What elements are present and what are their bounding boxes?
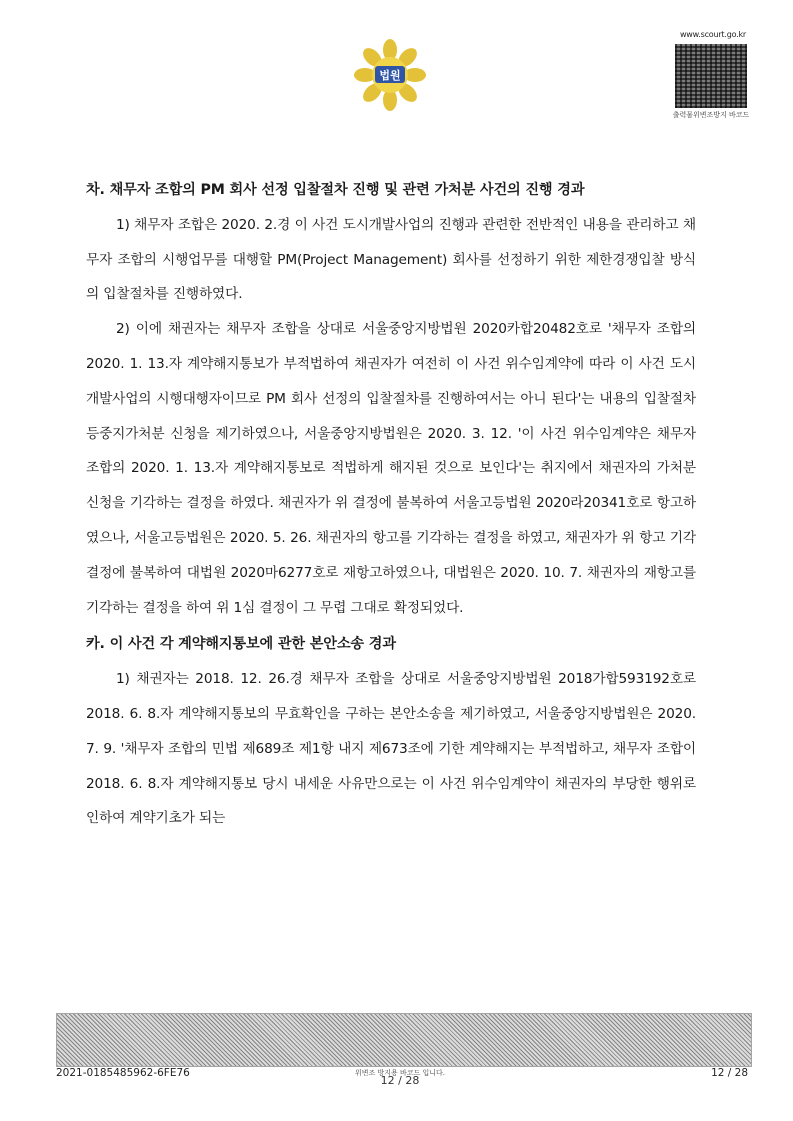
- court-emblem-logo: [353, 38, 427, 112]
- anti-forgery-barcode: [675, 44, 747, 108]
- document-body: [86, 173, 696, 836]
- section-title-ka: 카. 이 사건 각 계약해지통보에 관한 본안소송 경과: [86, 636, 396, 653]
- paragraph-cha-1: 1) 채무자 조합은 2020. 2.경 이 사건 도시개발사업의 진행과 관련한 전반적인 내용을 관리하고 채무자 조합의 시행업무를 대행할 PM(Project Management) 회사를 선정하기 위한 제한경쟁입찰 방식의 입찰절차를 진행하였다.: [86, 216, 696, 303]
- barcode-footnote: 위변조 방지용 바코드 입니다.: [354, 1069, 446, 1077]
- section-title-cha: 차. 채무자 조합의 PM 회사 선정 입찰절차 진행 및 관련 가처분 사건의 진행 경과: [86, 182, 585, 198]
- page-number-right: 12 / 28: [711, 1067, 748, 1079]
- paragraph-cha-2: 2) 이에 채권자는 채무자 조합을 상대로 서울중앙지방법원 2020카합20482호로 '채무자 조합의 2020. 1. 13.자 계약해지통보가 부적법하여 채권자가 여전히 이 사건 위수임계약에 따라 이 사건 도시개발사업의 시행대행자이므로 PM 회사 선정의 입찰절차를 진행하여서는 아니 된다'는 내용의 입찰절차등중지가처분 신청을 제기하였으나, 서울중앙지방법원은 2020. 3. 12. '이 사건 위수임계약은 채무자 조합의 2020. 1. 13.자 계약해지통보로 적법하게 해지된 것으로 보인다'는 취지에서 채권자의 가처분 신청을 기각하는 결정을 하였다. 채권자가 위 결정에 불복하여 서울고등법원 2020라20341호로 항고하였으나, 서울고등법원은 2020. 5. 26. 채권자의 항고를 기각하는 결정을 하였고, 채권자가 위 항고 기각 결정에 불복하여 대법원 2020마6277호로 재항고하였으나, 대법원은 2020. 10. 7. 채권자의 재항고를 기각하는 결정을 하여 위 1심 결정이 그 무렵 그대로 확정되었다.: [86, 321, 696, 616]
- barcode-caption: 출력물위변조방지 바코드: [672, 111, 750, 119]
- anti-forgery-barcode-band: [56, 1013, 752, 1067]
- page-number-center: 12 / 28: [380, 1074, 420, 1087]
- qr-url-text: www.scourt.go.kr: [679, 30, 747, 39]
- document-id: 2021-0185485962-6FE76: [56, 1067, 190, 1079]
- emblem-text: 법원: [379, 69, 401, 82]
- paragraph-ka-1: 1) 채권자는 2018. 12. 26.경 채무자 조합을 상대로 서울중앙지방법원 2018가합593192호로 2018. 6. 8.자 계약해지통보의 무효확인을 구하는 본안소송을 제기하였고, 서울중앙지방법원은 2020. 7. 9. '채무자 조합의 민법 제689조 제1항 내지 제673조에 기한 계약해지는 부적법하고, 채무자 조합이 2018. 6. 8.자 계약해지통보 당시 내세운 사유만으로는 이 사건 위수임계약이 채권자의 부당한 행위로 인하여 계약기초가 되는: [86, 671, 696, 827]
